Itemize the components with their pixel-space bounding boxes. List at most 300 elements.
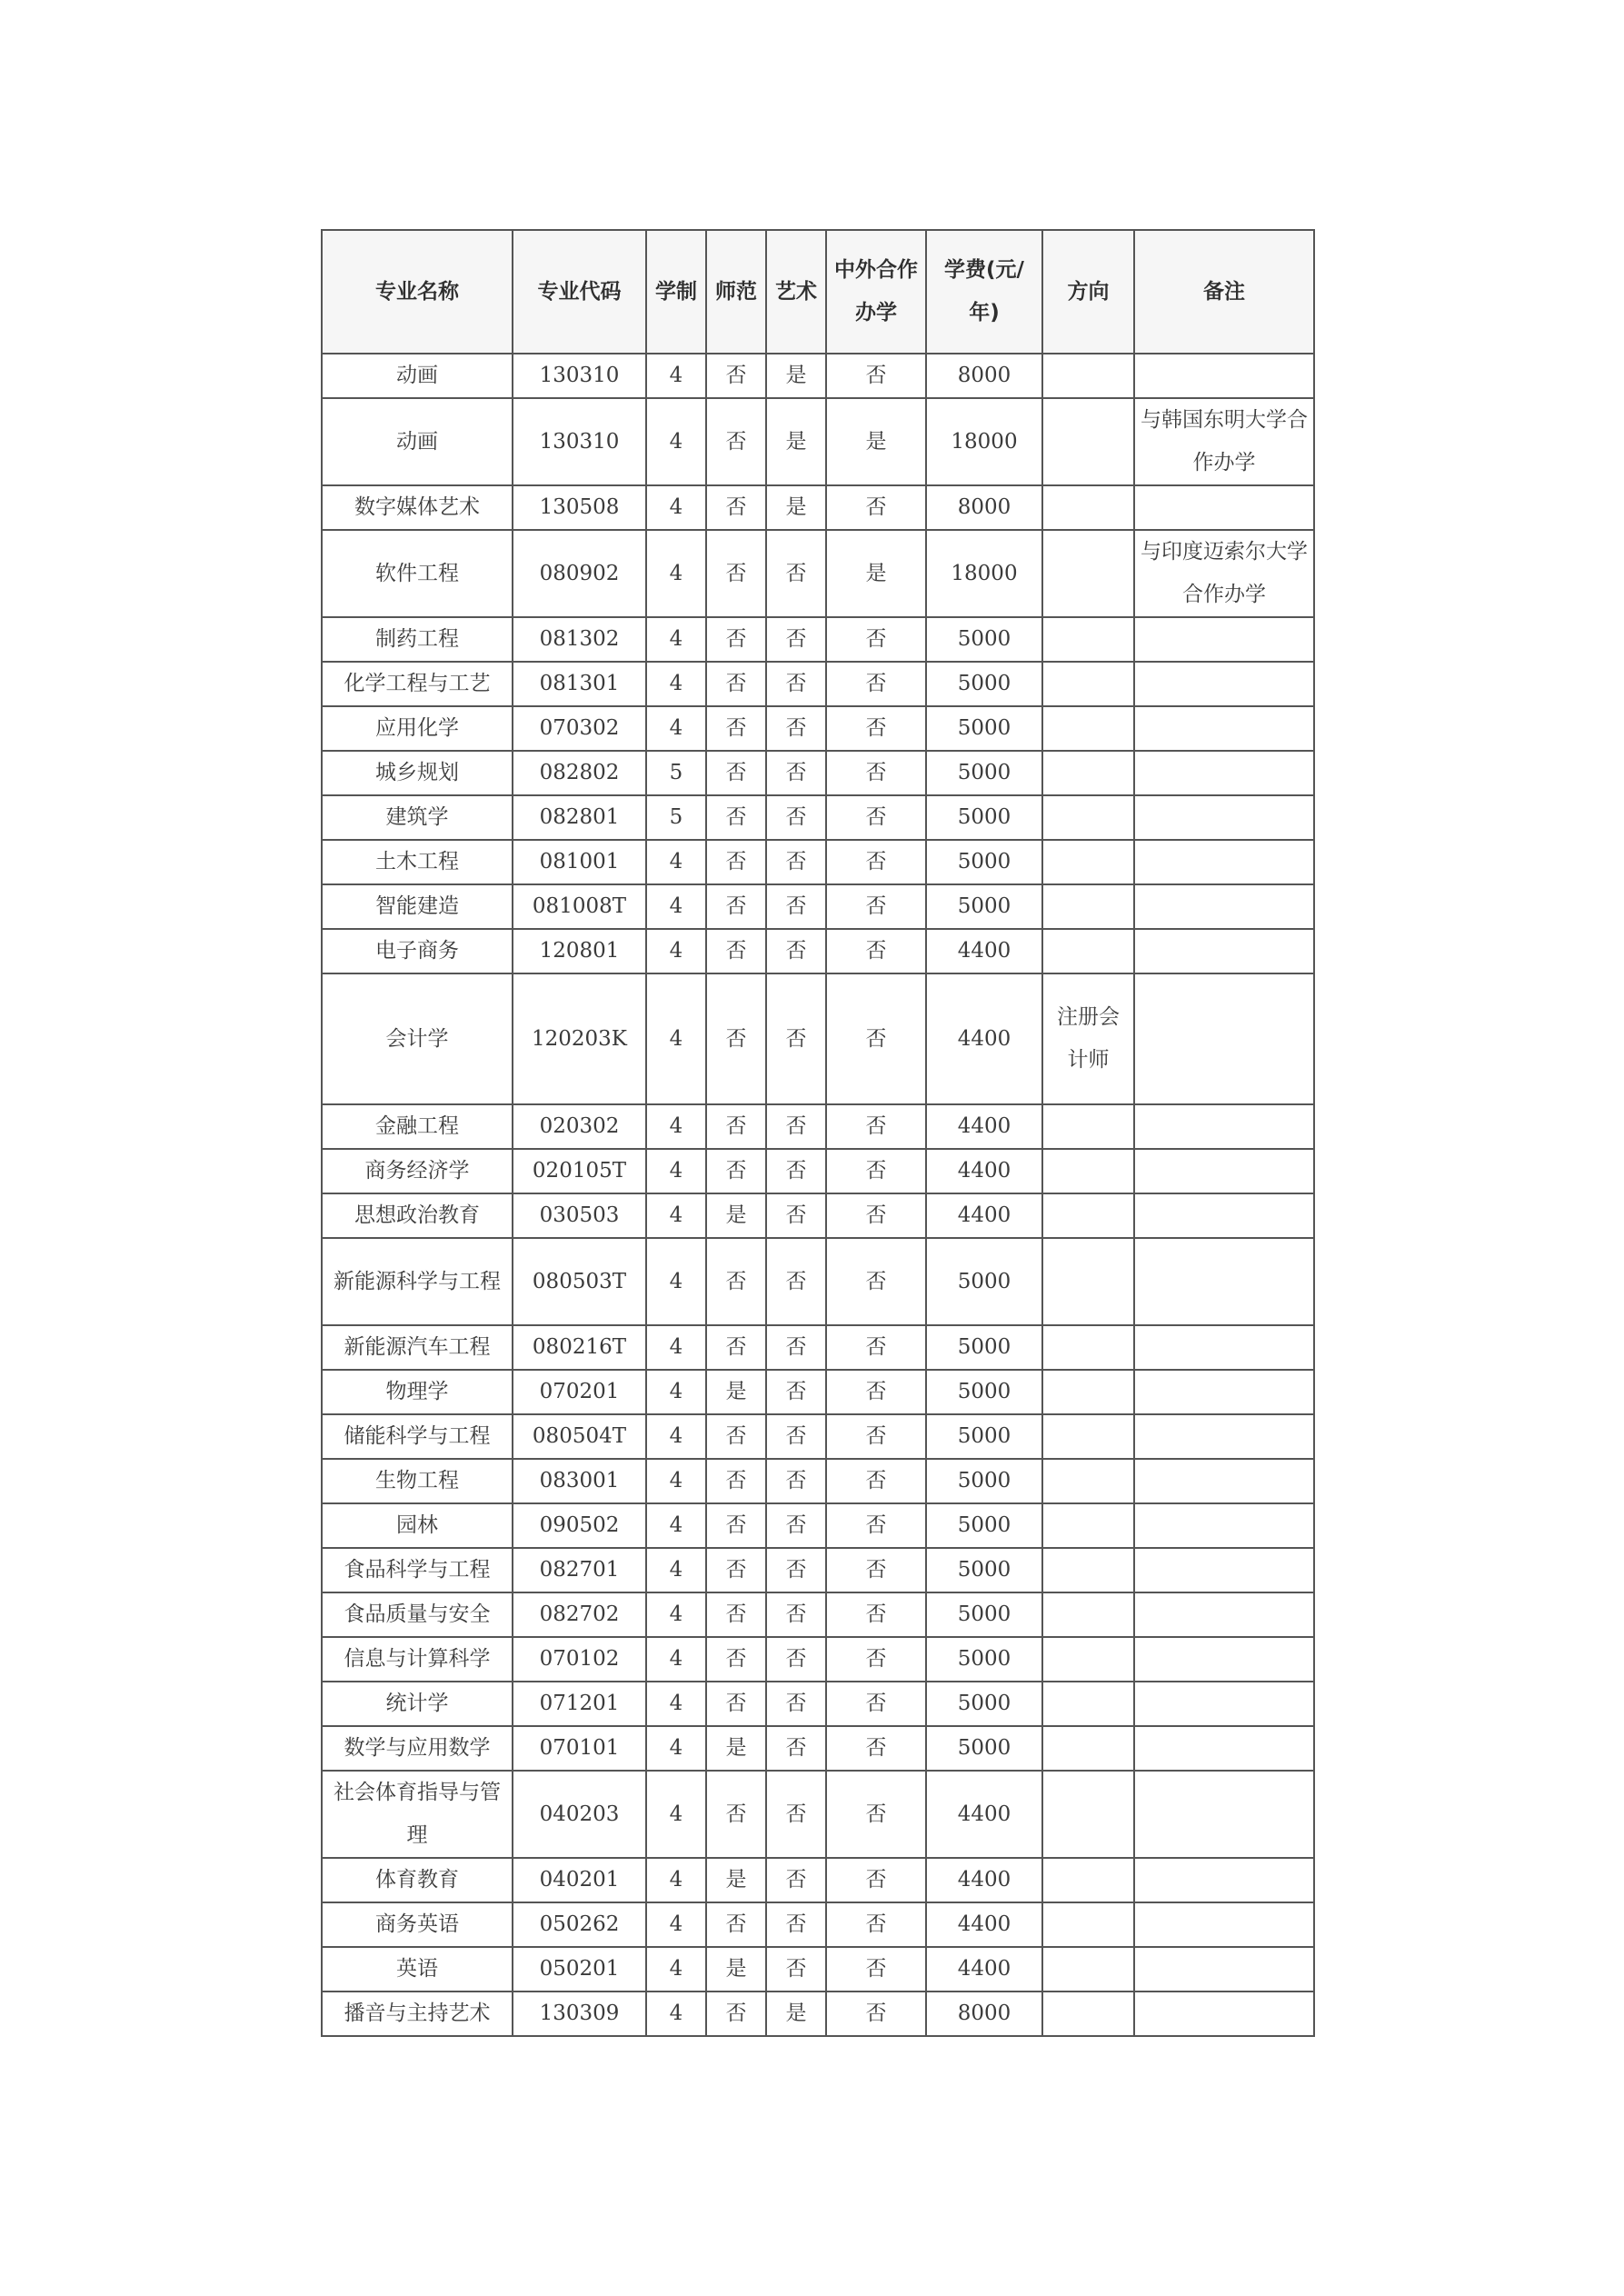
- cell-name: 体育教育: [322, 1858, 513, 1902]
- cell-direction: [1042, 1503, 1134, 1548]
- cell-joint: 否: [826, 929, 926, 973]
- cell-note: [1134, 795, 1314, 840]
- cell-art: 否: [766, 1149, 826, 1193]
- cell-normal: 否: [706, 973, 766, 1104]
- header-note: 备注: [1134, 230, 1314, 354]
- table-row: [322, 1149, 1314, 1193]
- cell-art: 否: [766, 751, 826, 795]
- cell-joint: 否: [826, 1682, 926, 1726]
- cell-fee: 5000: [926, 1682, 1042, 1726]
- cell-art: 否: [766, 840, 826, 884]
- cell-normal: 否: [706, 1325, 766, 1370]
- cell-joint: 否: [826, 1637, 926, 1682]
- cell-years: 4: [646, 398, 706, 485]
- cell-normal: 是: [706, 1858, 766, 1902]
- cell-direction: [1042, 1858, 1134, 1902]
- cell-normal: 否: [706, 706, 766, 751]
- cell-art: 否: [766, 1592, 826, 1637]
- cell-normal: 否: [706, 1992, 766, 2036]
- header-normal: 师范: [706, 230, 766, 354]
- cell-direction: [1042, 1682, 1134, 1726]
- cell-note: [1134, 1947, 1314, 1992]
- cell-normal: 否: [706, 1682, 766, 1726]
- table-row: [322, 485, 1314, 530]
- cell-normal: 否: [706, 1238, 766, 1325]
- cell-years: 5: [646, 751, 706, 795]
- cell-name: 化学工程与工艺: [322, 662, 513, 706]
- cell-art: 否: [766, 1104, 826, 1149]
- cell-code: 081301: [513, 662, 646, 706]
- cell-years: 4: [646, 662, 706, 706]
- cell-direction: [1042, 1992, 1134, 2036]
- cell-note: [1134, 1193, 1314, 1238]
- cell-fee: 4400: [926, 973, 1042, 1104]
- cell-name: 社会体育指导与管理: [322, 1771, 513, 1858]
- cell-normal: 否: [706, 751, 766, 795]
- cell-name: 信息与计算科学: [322, 1637, 513, 1682]
- cell-art: 否: [766, 1726, 826, 1771]
- cell-art: 是: [766, 398, 826, 485]
- cell-fee: 5000: [926, 795, 1042, 840]
- cell-fee: 4400: [926, 1858, 1042, 1902]
- cell-joint: 否: [826, 1947, 926, 1992]
- header-fee: 学费(元/年): [926, 230, 1042, 354]
- cell-normal: 否: [706, 1149, 766, 1193]
- cell-normal: 否: [706, 1548, 766, 1592]
- cell-direction: [1042, 840, 1134, 884]
- cell-name: 数字媒体艺术: [322, 485, 513, 530]
- cell-fee: 5000: [926, 1503, 1042, 1548]
- cell-normal: 否: [706, 1902, 766, 1947]
- table-row: [322, 706, 1314, 751]
- table-row: [322, 840, 1314, 884]
- cell-code: 080902: [513, 530, 646, 617]
- table-row: [322, 1193, 1314, 1238]
- cell-note: [1134, 485, 1314, 530]
- cell-art: 否: [766, 1771, 826, 1858]
- cell-note: [1134, 929, 1314, 973]
- cell-fee: 5000: [926, 840, 1042, 884]
- cell-note: [1134, 1637, 1314, 1682]
- cell-direction: [1042, 706, 1134, 751]
- cell-code: 020105T: [513, 1149, 646, 1193]
- cell-code: 130508: [513, 485, 646, 530]
- cell-joint: 是: [826, 530, 926, 617]
- table-row: [322, 1637, 1314, 1682]
- cell-years: 4: [646, 1325, 706, 1370]
- cell-name: 储能科学与工程: [322, 1414, 513, 1459]
- cell-code: 080504T: [513, 1414, 646, 1459]
- cell-joint: 否: [826, 1193, 926, 1238]
- cell-name: 新能源汽车工程: [322, 1325, 513, 1370]
- cell-note: [1134, 1771, 1314, 1858]
- cell-note: [1134, 354, 1314, 398]
- header-art: 艺术: [766, 230, 826, 354]
- majors-table: [321, 229, 1315, 2037]
- cell-note: [1134, 884, 1314, 929]
- cell-note: [1134, 840, 1314, 884]
- cell-note: [1134, 1548, 1314, 1592]
- cell-name: 软件工程: [322, 530, 513, 617]
- cell-years: 4: [646, 1238, 706, 1325]
- cell-name: 电子商务: [322, 929, 513, 973]
- cell-fee: 5000: [926, 884, 1042, 929]
- cell-years: 4: [646, 1548, 706, 1592]
- table-row: [322, 1947, 1314, 1992]
- cell-art: 否: [766, 1947, 826, 1992]
- table-row: [322, 1325, 1314, 1370]
- cell-years: 4: [646, 884, 706, 929]
- cell-joint: 否: [826, 617, 926, 662]
- cell-note: [1134, 1104, 1314, 1149]
- cell-joint: 是: [826, 398, 926, 485]
- cell-years: 4: [646, 1947, 706, 1992]
- cell-code: 071201: [513, 1682, 646, 1726]
- cell-direction: [1042, 1592, 1134, 1637]
- cell-name: 商务英语: [322, 1902, 513, 1947]
- cell-art: 否: [766, 706, 826, 751]
- cell-name: 会计学: [322, 973, 513, 1104]
- cell-art: 否: [766, 1548, 826, 1592]
- table-row: [322, 1104, 1314, 1149]
- cell-name: 商务经济学: [322, 1149, 513, 1193]
- cell-normal: 否: [706, 1414, 766, 1459]
- cell-code: 070101: [513, 1726, 646, 1771]
- cell-years: 4: [646, 840, 706, 884]
- cell-joint: 否: [826, 1592, 926, 1637]
- cell-joint: 否: [826, 1104, 926, 1149]
- cell-code: 081302: [513, 617, 646, 662]
- cell-direction: [1042, 485, 1134, 530]
- cell-normal: 否: [706, 485, 766, 530]
- cell-art: 否: [766, 1193, 826, 1238]
- cell-joint: 否: [826, 1325, 926, 1370]
- cell-note: [1134, 1325, 1314, 1370]
- cell-direction: [1042, 1947, 1134, 1992]
- cell-art: 是: [766, 354, 826, 398]
- cell-fee: 4400: [926, 1193, 1042, 1238]
- cell-code: 130310: [513, 354, 646, 398]
- cell-years: 4: [646, 1104, 706, 1149]
- cell-note: [1134, 1238, 1314, 1325]
- cell-note: [1134, 973, 1314, 1104]
- cell-joint: 否: [826, 1858, 926, 1902]
- cell-note: [1134, 1414, 1314, 1459]
- cell-code: 081001: [513, 840, 646, 884]
- cell-joint: 否: [826, 1902, 926, 1947]
- table-row: [322, 398, 1314, 485]
- cell-years: 4: [646, 1902, 706, 1947]
- cell-normal: 是: [706, 1370, 766, 1414]
- cell-direction: [1042, 1902, 1134, 1947]
- cell-note: [1134, 706, 1314, 751]
- cell-joint: 否: [826, 1548, 926, 1592]
- cell-name: 应用化学: [322, 706, 513, 751]
- cell-years: 5: [646, 795, 706, 840]
- cell-fee: 4400: [926, 1149, 1042, 1193]
- cell-fee: 5000: [926, 751, 1042, 795]
- cell-joint: 否: [826, 1238, 926, 1325]
- cell-joint: 否: [826, 840, 926, 884]
- table-row: [322, 1726, 1314, 1771]
- cell-fee: 5000: [926, 1548, 1042, 1592]
- cell-name: 城乡规划: [322, 751, 513, 795]
- cell-direction: [1042, 1193, 1134, 1238]
- table-row: [322, 884, 1314, 929]
- cell-normal: 是: [706, 1193, 766, 1238]
- cell-joint: 否: [826, 1370, 926, 1414]
- cell-fee: 5000: [926, 662, 1042, 706]
- cell-joint: 否: [826, 1149, 926, 1193]
- cell-years: 4: [646, 1149, 706, 1193]
- cell-years: 4: [646, 1771, 706, 1858]
- cell-name: 生物工程: [322, 1459, 513, 1503]
- cell-years: 4: [646, 929, 706, 973]
- cell-normal: 否: [706, 1771, 766, 1858]
- table-row: [322, 1902, 1314, 1947]
- cell-name: 数学与应用数学: [322, 1726, 513, 1771]
- cell-art: 否: [766, 1414, 826, 1459]
- cell-normal: 否: [706, 1637, 766, 1682]
- cell-normal: 否: [706, 617, 766, 662]
- cell-fee: 8000: [926, 485, 1042, 530]
- cell-normal: 否: [706, 795, 766, 840]
- cell-years: 4: [646, 1459, 706, 1503]
- cell-art: 否: [766, 1858, 826, 1902]
- cell-normal: 否: [706, 1459, 766, 1503]
- cell-code: 080216T: [513, 1325, 646, 1370]
- cell-fee: 4400: [926, 1947, 1042, 1992]
- cell-note: [1134, 1370, 1314, 1414]
- cell-note: [1134, 1992, 1314, 2036]
- cell-name: 食品质量与安全: [322, 1592, 513, 1637]
- cell-fee: 5000: [926, 1238, 1042, 1325]
- cell-fee: 8000: [926, 354, 1042, 398]
- cell-code: 082801: [513, 795, 646, 840]
- header-direction: 方向: [1042, 230, 1134, 354]
- cell-direction: [1042, 530, 1134, 617]
- cell-fee: 5000: [926, 706, 1042, 751]
- cell-normal: 否: [706, 1592, 766, 1637]
- cell-art: 是: [766, 1992, 826, 2036]
- cell-art: 否: [766, 884, 826, 929]
- cell-art: 否: [766, 617, 826, 662]
- table-row: [322, 1370, 1314, 1414]
- cell-direction: [1042, 1637, 1134, 1682]
- cell-note: [1134, 751, 1314, 795]
- cell-art: 否: [766, 929, 826, 973]
- cell-years: 4: [646, 617, 706, 662]
- cell-note: [1134, 1858, 1314, 1902]
- table-row: [322, 1592, 1314, 1637]
- cell-years: 4: [646, 1682, 706, 1726]
- cell-name: 园林: [322, 1503, 513, 1548]
- cell-years: 4: [646, 1637, 706, 1682]
- cell-art: 否: [766, 795, 826, 840]
- cell-fee: 5000: [926, 1414, 1042, 1459]
- cell-joint: 否: [826, 1459, 926, 1503]
- cell-name: 土木工程: [322, 840, 513, 884]
- cell-note: 与印度迈索尔大学合作办学: [1134, 530, 1314, 617]
- cell-direction: [1042, 795, 1134, 840]
- cell-code: 081008T: [513, 884, 646, 929]
- cell-code: 070302: [513, 706, 646, 751]
- cell-normal: 否: [706, 398, 766, 485]
- cell-normal: 是: [706, 1726, 766, 1771]
- cell-name: 思想政治教育: [322, 1193, 513, 1238]
- cell-direction: [1042, 929, 1134, 973]
- cell-joint: 否: [826, 1771, 926, 1858]
- table-row: [322, 1459, 1314, 1503]
- cell-fee: 18000: [926, 530, 1042, 617]
- cell-years: 4: [646, 1414, 706, 1459]
- cell-direction: [1042, 398, 1134, 485]
- cell-years: 4: [646, 1858, 706, 1902]
- cell-fee: 5000: [926, 1370, 1042, 1414]
- cell-joint: 否: [826, 973, 926, 1104]
- cell-joint: 否: [826, 1503, 926, 1548]
- cell-normal: 否: [706, 840, 766, 884]
- cell-art: 否: [766, 1682, 826, 1726]
- cell-code: 040201: [513, 1858, 646, 1902]
- cell-note: [1134, 1682, 1314, 1726]
- table-row: [322, 1548, 1314, 1592]
- cell-name: 动画: [322, 398, 513, 485]
- cell-fee: 4400: [926, 929, 1042, 973]
- cell-code: 050262: [513, 1902, 646, 1947]
- cell-joint: 否: [826, 485, 926, 530]
- cell-direction: [1042, 1238, 1134, 1325]
- cell-note: [1134, 1149, 1314, 1193]
- table-row: [322, 1771, 1314, 1858]
- header-name: 专业名称: [322, 230, 513, 354]
- cell-fee: 8000: [926, 1992, 1042, 2036]
- cell-note: [1134, 1459, 1314, 1503]
- table-row: [322, 1858, 1314, 1902]
- cell-code: 090502: [513, 1503, 646, 1548]
- cell-code: 020302: [513, 1104, 646, 1149]
- cell-joint: 否: [826, 706, 926, 751]
- cell-fee: 5000: [926, 1325, 1042, 1370]
- cell-code: 030503: [513, 1193, 646, 1238]
- table-row: [322, 530, 1314, 617]
- cell-code: 070201: [513, 1370, 646, 1414]
- cell-years: 4: [646, 1193, 706, 1238]
- cell-code: 070102: [513, 1637, 646, 1682]
- cell-years: 4: [646, 1503, 706, 1548]
- cell-note: [1134, 1726, 1314, 1771]
- cell-fee: 4400: [926, 1771, 1042, 1858]
- cell-years: 4: [646, 1726, 706, 1771]
- cell-art: 否: [766, 1459, 826, 1503]
- cell-fee: 5000: [926, 617, 1042, 662]
- cell-direction: [1042, 1104, 1134, 1149]
- cell-normal: 否: [706, 884, 766, 929]
- cell-years: 4: [646, 706, 706, 751]
- cell-fee: 4400: [926, 1902, 1042, 1947]
- cell-art: 否: [766, 973, 826, 1104]
- cell-code: 130309: [513, 1992, 646, 2036]
- table-body: [322, 354, 1314, 2036]
- cell-code: 040203: [513, 1771, 646, 1858]
- table-row: [322, 1414, 1314, 1459]
- cell-name: 智能建造: [322, 884, 513, 929]
- cell-fee: 4400: [926, 1104, 1042, 1149]
- cell-fee: 5000: [926, 1459, 1042, 1503]
- cell-joint: 否: [826, 751, 926, 795]
- cell-joint: 否: [826, 354, 926, 398]
- cell-normal: 否: [706, 1503, 766, 1548]
- cell-name: 物理学: [322, 1370, 513, 1414]
- cell-note: [1134, 617, 1314, 662]
- cell-normal: 否: [706, 929, 766, 973]
- cell-direction: [1042, 354, 1134, 398]
- table-row: [322, 929, 1314, 973]
- cell-direction: [1042, 884, 1134, 929]
- cell-direction: [1042, 1370, 1134, 1414]
- cell-art: 否: [766, 1637, 826, 1682]
- cell-code: 082702: [513, 1592, 646, 1637]
- cell-direction: [1042, 662, 1134, 706]
- cell-name: 新能源科学与工程: [322, 1238, 513, 1325]
- cell-years: 4: [646, 1992, 706, 2036]
- header-years: 学制: [646, 230, 706, 354]
- cell-direction: [1042, 1726, 1134, 1771]
- cell-direction: [1042, 1459, 1134, 1503]
- cell-fee: 18000: [926, 398, 1042, 485]
- header-code: 专业代码: [513, 230, 646, 354]
- table-row: [322, 1503, 1314, 1548]
- table-row: [322, 617, 1314, 662]
- cell-years: 4: [646, 354, 706, 398]
- cell-years: 4: [646, 530, 706, 617]
- cell-direction: [1042, 1414, 1134, 1459]
- cell-note: [1134, 662, 1314, 706]
- cell-joint: 否: [826, 1726, 926, 1771]
- cell-note: [1134, 1503, 1314, 1548]
- cell-years: 4: [646, 1592, 706, 1637]
- cell-name: 播音与主持艺术: [322, 1992, 513, 2036]
- cell-name: 动画: [322, 354, 513, 398]
- cell-name: 建筑学: [322, 795, 513, 840]
- cell-fee: 5000: [926, 1592, 1042, 1637]
- cell-direction: 注册会计师: [1042, 973, 1134, 1104]
- header-joint: 中外合作办学: [826, 230, 926, 354]
- table-row: [322, 751, 1314, 795]
- cell-fee: 5000: [926, 1726, 1042, 1771]
- table-row: [322, 662, 1314, 706]
- cell-normal: 是: [706, 1947, 766, 1992]
- cell-name: 英语: [322, 1947, 513, 1992]
- table-row: [322, 1682, 1314, 1726]
- cell-art: 否: [766, 1325, 826, 1370]
- cell-code: 120203K: [513, 973, 646, 1104]
- cell-art: 是: [766, 485, 826, 530]
- cell-code: 130310: [513, 398, 646, 485]
- cell-years: 4: [646, 973, 706, 1104]
- cell-years: 4: [646, 1370, 706, 1414]
- table-row: [322, 1238, 1314, 1325]
- cell-code: 082802: [513, 751, 646, 795]
- cell-code: 050201: [513, 1947, 646, 1992]
- cell-art: 否: [766, 1902, 826, 1947]
- cell-note: 与韩国东明大学合作办学: [1134, 398, 1314, 485]
- cell-code: 083001: [513, 1459, 646, 1503]
- table-row: [322, 1992, 1314, 2036]
- cell-name: 统计学: [322, 1682, 513, 1726]
- cell-direction: [1042, 751, 1134, 795]
- table-row: [322, 973, 1314, 1104]
